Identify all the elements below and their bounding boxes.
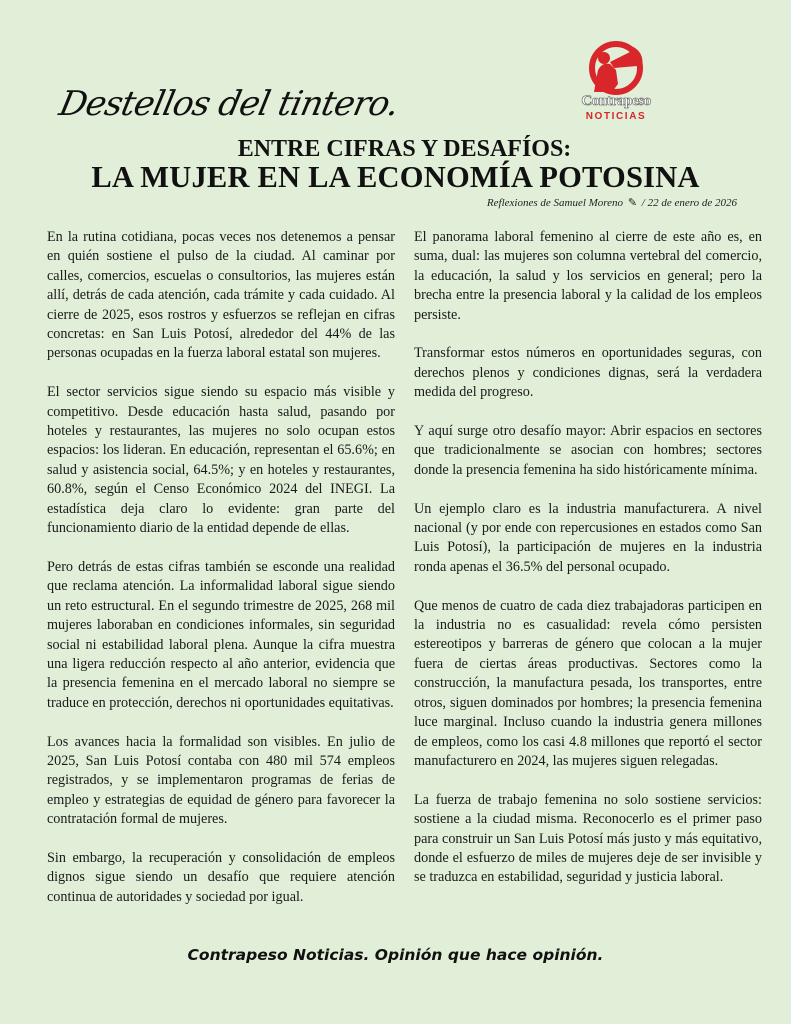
paragraph: Transformar estos números en oportunidades seguras, con derechos plenos y condiciones dignas, será la verdadera medida del progreso. xyxy=(414,345,762,401)
paragraph: La fuerza de trabajo femenina no solo sostiene servicios: sostiene a la ciudad misma. Reconocerlo es el primer paso para construir un San Luis Potosí más justo y más equitativo, donde el esfuerzo de miles de mujeres deje de ser invisible y se traduzca en estabilidad, seguridad y justicia laboral. xyxy=(414,791,762,886)
logo-sub-text: NOTICIAS xyxy=(585,111,647,122)
paragraph: Un ejemplo claro es la industria manufacturera. A nivel nacional (y por ende con repercusiones en estados como San Luis Potosí), la participación de mujeres en la industria ronda apenas el 36.5% del personal ocupado. xyxy=(414,500,762,575)
pen-icon: ✎ xyxy=(627,197,638,209)
article-left-column xyxy=(47,228,395,927)
article-right-column xyxy=(414,228,762,907)
megaphone-person-icon xyxy=(572,40,660,100)
byline xyxy=(487,196,737,209)
paragraph: El panorama laboral femenino al cierre de este año es, en suma, dual: las mujeres son columna vertebral del comercio, la educación, la salud y los servicios en general; pero la brecha entre la presencia laboral y la calidad de los empleos persiste. xyxy=(414,229,762,323)
paragraph: Pero detrás de estas cifras también se esconde una realidad que reclama atención. La informalidad laboral sigue siendo un reto estructural. En el segundo trimestre de 2025, 268 mil mujeres laboraban en condiciones informales, sin seguridad social ni estabilidad laboral plena. Aunque la cifra muestra una ligera reducción respecto al año anterior, evidencia que la presencia femenina en el mercado laboral no siempre se traduce en protección, derechos ni oportunidades equitativas. xyxy=(47,558,395,711)
byline-date: / 22 de enero de 2026 xyxy=(641,197,737,209)
column-name-script-title: Destellos del tintero. xyxy=(55,84,403,124)
paragraph: El sector servicios sigue siendo su espacio más visible y competitivo. Desde educación hasta salud, pasando por hoteles y restaurantes, las mujeres no solo ocupan estos espacios: los lideran. En educación, representan el 65.6%; en salud y asistencia social, 64.5%; y en hoteles y restaurantes, 60.8%, según el Censo Económico 2024 del INEGI. La estadística deja claro lo evidente: gran parte del funcionamiento diario de la entidad depende de ellas. xyxy=(47,384,395,537)
headline-title: LA MUJER EN LA ECONOMÍA POTOSINA xyxy=(91,160,700,194)
footer-tagline: Contrapeso Noticias. Opinión que hace opinión. xyxy=(187,946,604,964)
paragraph: Sin embargo, la recuperación y consolidación de empleos dignos sigue siendo un desafío que requiere atención continua de autoridades y sociedad por igual. xyxy=(47,849,395,905)
paragraph: Y aquí surge otro desafío mayor: Abrir espacios en sectores que tradicionalmente se asocian con hombres; sectores donde la presencia femenina ha sido históricamente mínima. xyxy=(414,423,762,478)
paragraph: Los avances hacia la formalidad son visibles. En julio de 2025, San Luis Potosí contaba con 480 mil 574 empleos registrados, y se implementaron programas de ferias de empleo y estrategias de equidad de género para favorecer la contratación formal de mujeres. xyxy=(47,733,395,828)
headline-kicker: ENTRE CIFRAS Y DESAFÍOS: xyxy=(237,136,572,162)
paragraph: Que menos de cuatro de cada diez trabajadoras participen en la industria no es casualidad: revela cómo persisten estereotipos y barreras de género que colocan a la mujer fuera de ciertas áreas productivas. Sectores como la construcción, la manufactura pesada, los transportes, entre otros, siguen dominados por hombres; la presencia femenina luce marginal. Incluso cuando la industria genera millones de empleos, como los casi 4.8 millones que reportó el sector manufacturero en 2024, las mujeres siguen relegadas. xyxy=(414,597,762,769)
byline-author: Reflexiones de Samuel Moreno xyxy=(486,197,624,209)
paragraph: En la rutina cotidiana, pocas veces nos detenemos a pensar en quién sostiene el pulso de la ciudad. Al caminar por calles, comercios, escuelas o consultorios, las mujeres están allí, detrás de cada atención, cada trámite y cada cuidado. Al cierre de 2025, esos rostros y esfuerzos se reflejan en cifras concretas: en San Luis Potosí, alrededor del 44% de las personas ocupadas en la fuerza laboral estatal son mujeres. xyxy=(47,229,395,362)
logo-brand-text: Contrapeso xyxy=(581,93,651,109)
